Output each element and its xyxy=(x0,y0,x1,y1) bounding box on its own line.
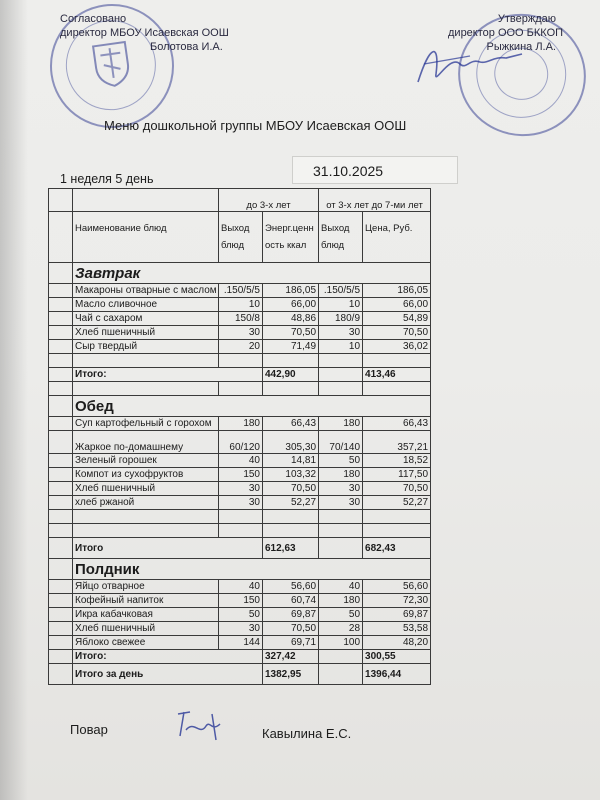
dish-energy: 70,50 xyxy=(263,326,319,340)
dish-out-1: 60/120 xyxy=(219,431,263,454)
table-row xyxy=(49,482,431,496)
dish-price: 69,87 xyxy=(363,608,431,622)
table-row xyxy=(49,417,431,431)
dish-energy: 186,05 xyxy=(263,284,319,298)
dish-out-2: 50 xyxy=(319,454,363,468)
dish-out-1: 30 xyxy=(219,326,263,340)
dish-energy: 66,00 xyxy=(263,298,319,312)
dish-name: Хлеб пшеничный xyxy=(73,622,219,636)
dish-name: Жаркое по-домашнему xyxy=(73,431,219,454)
table-row xyxy=(49,454,431,468)
age-group-2: от 3-х лет до 7-ми лет xyxy=(319,189,431,212)
dish-out-1: 40 xyxy=(219,454,263,468)
dish-out-2: 40 xyxy=(319,580,363,594)
dish-out-2: 100 xyxy=(319,636,363,650)
snack-total-energy: 327,42 xyxy=(263,650,319,664)
dish-name: Яйцо отварное xyxy=(73,580,219,594)
dish-name: Хлеб пшеничный xyxy=(73,326,219,340)
dish-name: Кофейный напиток xyxy=(73,594,219,608)
dish-energy: 60,74 xyxy=(263,594,319,608)
col-price-header: Цена, Руб. xyxy=(363,212,431,263)
breakfast-section xyxy=(49,263,431,284)
dish-price: 53,58 xyxy=(363,622,431,636)
dish-price: 56,60 xyxy=(363,580,431,594)
lunch-total-energy: 612,63 xyxy=(263,538,319,559)
cook-label: Повар xyxy=(70,722,108,737)
cook-name: Кавылина Е.С. xyxy=(262,726,352,741)
dish-name: Икра кабачковая xyxy=(73,608,219,622)
dish-out-2: .150/5/5 xyxy=(319,284,363,298)
dish-name: Суп картофельный с горохом xyxy=(73,417,219,431)
dish-out-1: 50 xyxy=(219,608,263,622)
dish-price: 54,89 xyxy=(363,312,431,326)
dish-price: 18,52 xyxy=(363,454,431,468)
lunch-total-label: Итого xyxy=(73,538,263,559)
dish-price: 36,02 xyxy=(363,340,431,354)
col-energy-header: Энерг.ценн ость ккал xyxy=(263,212,319,263)
dish-price: 66,43 xyxy=(363,417,431,431)
dish-energy: 305,30 xyxy=(263,431,319,454)
table-row xyxy=(49,622,431,636)
dish-name: Зеленый горошек xyxy=(73,454,219,468)
dish-out-2: 70/140 xyxy=(319,431,363,454)
day-total-label: Итого за день xyxy=(73,664,263,685)
dish-energy: 69,87 xyxy=(263,608,319,622)
dish-price: 52,27 xyxy=(363,496,431,510)
dish-price: 66,00 xyxy=(363,298,431,312)
table-row xyxy=(49,580,431,594)
dish-energy: 70,50 xyxy=(263,482,319,496)
breakfast-total-price: 413,46 xyxy=(363,368,431,382)
approval-left-signer: Болотова И.А. xyxy=(150,41,223,53)
table-row xyxy=(49,340,431,354)
dish-out-2: 30 xyxy=(319,496,363,510)
dish-out-1: 20 xyxy=(219,340,263,354)
breakfast-title: Завтрак xyxy=(73,263,431,284)
dish-out-1: 40 xyxy=(219,580,263,594)
dish-out-1: 180 xyxy=(219,417,263,431)
dish-out-2: 50 xyxy=(319,608,363,622)
table-row xyxy=(49,636,431,650)
table-row xyxy=(49,298,431,312)
spacer-row xyxy=(49,354,431,368)
dish-name: Яблоко свежее xyxy=(73,636,219,650)
dish-out-2: 180/9 xyxy=(319,312,363,326)
approval-right xyxy=(448,12,564,54)
col-out2-header: Выход блюд xyxy=(319,212,363,263)
dish-out-2: 10 xyxy=(319,340,363,354)
table-row xyxy=(49,431,431,454)
col-name-header: Наименование блюд xyxy=(73,212,219,263)
dish-out-1: 150 xyxy=(219,468,263,482)
dish-name: Компот из сухофруктов xyxy=(73,468,219,482)
date-field: 31.10.2025 xyxy=(292,156,458,184)
dish-out-2: 10 xyxy=(319,298,363,312)
table-row xyxy=(49,284,431,298)
dish-out-1: 144 xyxy=(219,636,263,650)
dish-energy: 103,32 xyxy=(263,468,319,482)
snack-total-label: Итого: xyxy=(73,650,263,664)
table-row xyxy=(49,594,431,608)
dish-price: 70,50 xyxy=(363,482,431,496)
dish-price: 48,20 xyxy=(363,636,431,650)
snack-section xyxy=(49,559,431,580)
snack-title: Полдник xyxy=(73,559,431,580)
dish-price: 117,50 xyxy=(363,468,431,482)
age-group-1: до 3-х лет xyxy=(219,189,319,212)
dish-out-2: 180 xyxy=(319,594,363,608)
dish-out-2: 30 xyxy=(319,326,363,340)
dish-out-1: 150/8 xyxy=(219,312,263,326)
day-total-energy: 1382,95 xyxy=(263,664,319,685)
day-total-price: 1396,44 xyxy=(363,664,431,685)
approval-left-heading: Согласовано xyxy=(60,13,127,25)
dish-energy: 71,49 xyxy=(263,340,319,354)
table-row xyxy=(49,496,431,510)
dish-energy: 70,50 xyxy=(263,622,319,636)
page-shadow xyxy=(0,0,28,800)
dish-price: 72,30 xyxy=(363,594,431,608)
lunch-total-price: 682,43 xyxy=(363,538,431,559)
approval-left-position: директор МБОУ Исаевская ООШ xyxy=(60,27,229,39)
menu-table xyxy=(48,188,431,685)
dish-out-1: .150/5/5 xyxy=(219,284,263,298)
week-day-label: 1 неделя 5 день xyxy=(60,172,154,186)
dish-out-2: 180 xyxy=(319,468,363,482)
dish-out-1: 150 xyxy=(219,594,263,608)
approval-left xyxy=(60,12,229,54)
dish-energy: 48,86 xyxy=(263,312,319,326)
dish-energy: 14,81 xyxy=(263,454,319,468)
day-total-row xyxy=(49,664,431,685)
dish-out-2: 30 xyxy=(319,482,363,496)
table-row xyxy=(49,312,431,326)
lunch-total-row xyxy=(49,538,431,559)
approval-right-heading: Утверждаю xyxy=(497,13,556,25)
dish-energy: 52,27 xyxy=(263,496,319,510)
column-header-row xyxy=(49,212,431,263)
lunch-title: Обед xyxy=(73,396,431,417)
dish-name: хлеб ржаной xyxy=(73,496,219,510)
breakfast-total-row xyxy=(49,368,431,382)
table-row xyxy=(49,326,431,340)
dish-name: Масло сливочное xyxy=(73,298,219,312)
approval-right-position: директор ООО БККОП xyxy=(448,27,564,39)
dish-out-2: 180 xyxy=(319,417,363,431)
dish-out-2: 28 xyxy=(319,622,363,636)
dish-name: Макароны отварные с маслом xyxy=(73,284,219,298)
breakfast-total-energy: 442,90 xyxy=(263,368,319,382)
dish-out-1: 30 xyxy=(219,496,263,510)
dish-energy: 56,60 xyxy=(263,580,319,594)
dish-out-1: 10 xyxy=(219,298,263,312)
dish-name: Хлеб пшеничный xyxy=(73,482,219,496)
page-title: Меню дошкольной группы МБОУ Исаевская ООШ xyxy=(104,118,407,133)
spacer-row xyxy=(49,510,431,524)
approval-right-signer: Рыжкина Л.А. xyxy=(486,41,556,53)
spacer-row xyxy=(49,524,431,538)
dish-energy: 66,43 xyxy=(263,417,319,431)
table-row xyxy=(49,468,431,482)
dish-energy: 69,71 xyxy=(263,636,319,650)
spacer-row xyxy=(49,382,431,396)
snack-total-price: 300,55 xyxy=(363,650,431,664)
breakfast-total-label: Итого: xyxy=(73,368,263,382)
table-row xyxy=(49,608,431,622)
dish-name: Чай с сахаром xyxy=(73,312,219,326)
dish-price: 186,05 xyxy=(363,284,431,298)
dish-price: 70,50 xyxy=(363,326,431,340)
dish-out-1: 30 xyxy=(219,482,263,496)
cook-signature xyxy=(172,706,232,746)
lunch-section xyxy=(49,396,431,417)
snack-total-row xyxy=(49,650,431,664)
dish-out-1: 30 xyxy=(219,622,263,636)
dish-price: 357,21 xyxy=(363,431,431,454)
age-group-header xyxy=(49,189,431,212)
dish-name: Сыр твердый xyxy=(73,340,219,354)
col-out-header: Выход блюд xyxy=(219,212,263,263)
